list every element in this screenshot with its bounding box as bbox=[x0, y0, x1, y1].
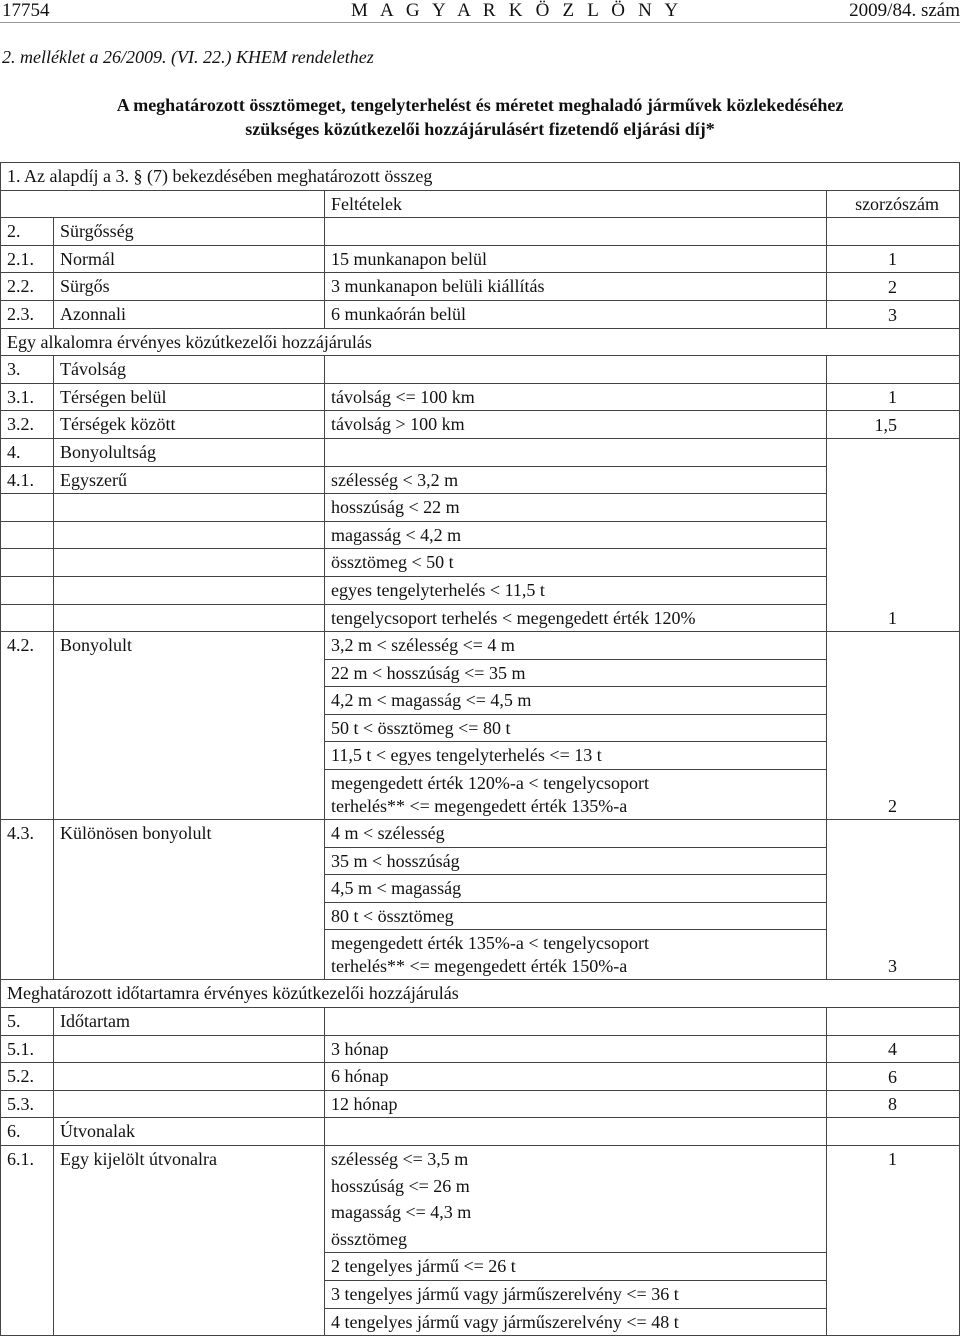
table-cell bbox=[827, 1226, 960, 1253]
document-title-line-1: A meghatározott össztömeget, tengelyterhelést és méretet meghaladó járművek közlekedéséhez bbox=[116, 95, 844, 115]
row-label: Útvonalak bbox=[54, 1118, 325, 1146]
row-number: 4.2. bbox=[1, 632, 54, 660]
row-condition: 2 tengelyes jármű <= 26 t bbox=[325, 1253, 827, 1281]
table-cell bbox=[1, 1199, 54, 1226]
row-condition bbox=[325, 770, 827, 820]
table-row bbox=[1, 742, 960, 770]
table-row bbox=[1, 1146, 960, 1173]
table-cell bbox=[827, 521, 960, 549]
table-cell bbox=[1, 847, 54, 875]
section-heading: Egy alkalomra érvényes közútkezelői hozzájárulás bbox=[1, 328, 960, 356]
table-cell bbox=[325, 438, 827, 466]
table-row bbox=[1, 466, 960, 494]
document-title-line-2: szükséges közútkezelői hozzájárulásért fizetendő eljárási díj* bbox=[245, 119, 715, 139]
journal-title: M A G Y A R K Ö Z L Ö N Y bbox=[351, 0, 683, 21]
row-label: Azonnali bbox=[54, 300, 325, 328]
table-row bbox=[1, 521, 960, 549]
row-label: Térségek között bbox=[54, 411, 325, 439]
table-cell bbox=[1, 576, 54, 604]
row-number: 3.1. bbox=[1, 383, 54, 411]
table-cell bbox=[1, 190, 325, 218]
table-cell bbox=[827, 1008, 960, 1036]
table-cell bbox=[1, 1308, 54, 1336]
page-header bbox=[0, 0, 960, 23]
table-row bbox=[1, 632, 960, 660]
table-cell bbox=[827, 218, 960, 246]
fee-table bbox=[0, 162, 960, 1336]
table-cell bbox=[827, 1173, 960, 1200]
table-row bbox=[1, 820, 960, 848]
table-row bbox=[1, 245, 960, 273]
row-multiplier: 1 bbox=[827, 1146, 960, 1173]
row-number: 6.1. bbox=[1, 1146, 54, 1173]
table-row bbox=[1, 1280, 960, 1308]
annex-reference: 2. melléklet a 26/2009. (VI. 22.) KHEM rendelethez bbox=[2, 47, 374, 67]
table-cell bbox=[1, 714, 54, 742]
row-condition: hosszúság < 22 m bbox=[325, 494, 827, 522]
table-cell bbox=[54, 494, 325, 522]
table-cell bbox=[1, 604, 54, 632]
row-condition: 80 t < össztömeg bbox=[325, 902, 827, 930]
table-cell bbox=[54, 1253, 325, 1281]
row-condition: 3 hónap bbox=[325, 1035, 827, 1063]
table-cell bbox=[54, 1308, 325, 1336]
table-row bbox=[1, 875, 960, 903]
table-cell bbox=[827, 632, 960, 660]
table-cell bbox=[827, 356, 960, 384]
table-row bbox=[1, 659, 960, 687]
row-number: 2.3. bbox=[1, 300, 54, 328]
table-cell bbox=[827, 494, 960, 522]
table-cell bbox=[54, 576, 325, 604]
row-number: 5. bbox=[1, 1008, 54, 1036]
table-cell bbox=[54, 687, 325, 715]
table-cell bbox=[1, 902, 54, 930]
row-condition: 4 m < szélesség bbox=[325, 820, 827, 848]
row-condition: 35 m < hosszúság bbox=[325, 847, 827, 875]
row-label: Időtartam bbox=[54, 1008, 325, 1036]
table-cell bbox=[1, 687, 54, 715]
row-number: 5.1. bbox=[1, 1035, 54, 1063]
table-row bbox=[1, 1253, 960, 1281]
table-cell bbox=[54, 1035, 325, 1063]
table-cell bbox=[54, 847, 325, 875]
table-cell bbox=[54, 1090, 325, 1118]
table-row bbox=[1, 273, 960, 301]
row-multiplier: 1 bbox=[827, 245, 960, 273]
row-label: Egyszerű bbox=[54, 466, 325, 494]
section-heading: Meghatározott időtartamra érvényes közútkezelői hozzájárulás bbox=[1, 980, 960, 1008]
table-row bbox=[1, 190, 960, 218]
row-condition: szélesség < 3,2 m bbox=[325, 466, 827, 494]
table-cell bbox=[827, 742, 960, 770]
condition-line: megengedett érték 135%-a < tengelycsoport bbox=[331, 933, 650, 954]
row-number: 3. bbox=[1, 356, 54, 384]
row-condition: 4,5 m < magasság bbox=[325, 875, 827, 903]
table-cell bbox=[827, 847, 960, 875]
row-multiplier: 8 bbox=[827, 1090, 960, 1118]
table-cell bbox=[827, 820, 960, 848]
row-number: 4.1. bbox=[1, 466, 54, 494]
row-label: Különösen bonyolult bbox=[54, 820, 325, 848]
table-row bbox=[1, 411, 960, 439]
row-number: 4.3. bbox=[1, 820, 54, 848]
row-label: Térségen belül bbox=[54, 383, 325, 411]
row-condition: 6 hónap bbox=[325, 1063, 827, 1091]
table-cell bbox=[827, 1280, 960, 1308]
row-condition: 11,5 t < egyes tengelyterhelés <= 13 t bbox=[325, 742, 827, 770]
row-label: Egy kijelölt útvonalra bbox=[54, 1146, 325, 1173]
table-cell bbox=[325, 1008, 827, 1036]
issue-number: 2009/84. szám bbox=[849, 0, 960, 21]
table-row bbox=[1, 1173, 960, 1200]
table-row bbox=[1, 770, 960, 820]
table-cell bbox=[1, 659, 54, 687]
row-condition: magasság < 4,2 m bbox=[325, 521, 827, 549]
table-row bbox=[1, 576, 960, 604]
table-cell bbox=[827, 875, 960, 903]
table-cell bbox=[1, 1280, 54, 1308]
row-number: 2.2. bbox=[1, 273, 54, 301]
table-cell bbox=[827, 549, 960, 577]
row-condition bbox=[325, 930, 827, 980]
table-cell bbox=[54, 742, 325, 770]
table-cell bbox=[827, 438, 960, 466]
table-cell bbox=[54, 659, 325, 687]
table-cell bbox=[54, 930, 325, 980]
table-cell bbox=[1, 742, 54, 770]
row-condition: 50 t < össztömeg <= 80 t bbox=[325, 714, 827, 742]
table-row bbox=[1, 1226, 960, 1253]
row-number: 5.3. bbox=[1, 1090, 54, 1118]
row-number: 5.2. bbox=[1, 1063, 54, 1091]
row-condition: magasság <= 4,3 m bbox=[325, 1199, 827, 1226]
table-row bbox=[1, 163, 960, 191]
row-multiplier: 2 bbox=[827, 770, 960, 820]
table-row bbox=[1, 1008, 960, 1036]
row-number: 2. bbox=[1, 218, 54, 246]
row-condition: egyes tengelyterhelés < 11,5 t bbox=[325, 576, 827, 604]
table-row bbox=[1, 1035, 960, 1063]
table-row bbox=[1, 1090, 960, 1118]
table-row bbox=[1, 687, 960, 715]
table-row bbox=[1, 438, 960, 466]
row-condition: távolság > 100 km bbox=[325, 411, 827, 439]
base-fee-row: 1. Az alapdíj a 3. § (7) bekezdésében meghatározott összeg bbox=[1, 163, 960, 191]
row-condition: tengelycsoport terhelés < megengedett érték 120% bbox=[325, 604, 827, 632]
row-number: 3.2. bbox=[1, 411, 54, 439]
table-row bbox=[1, 1308, 960, 1336]
row-condition: 6 munkaórán belül bbox=[325, 300, 827, 328]
row-multiplier: 1,5 bbox=[827, 411, 960, 439]
multiplier-header: szorzószám bbox=[827, 190, 960, 218]
table-cell bbox=[1, 875, 54, 903]
table-cell bbox=[54, 875, 325, 903]
table-cell bbox=[54, 1063, 325, 1091]
row-multiplier: 2 bbox=[827, 273, 960, 301]
table-cell bbox=[1, 494, 54, 522]
table-row bbox=[1, 328, 960, 356]
row-condition: távolság <= 100 km bbox=[325, 383, 827, 411]
table-cell bbox=[827, 576, 960, 604]
table-cell bbox=[1, 1253, 54, 1281]
row-condition: 15 munkanapon belül bbox=[325, 245, 827, 273]
row-label: Sürgősség bbox=[54, 218, 325, 246]
table-cell bbox=[827, 902, 960, 930]
table-cell bbox=[54, 521, 325, 549]
row-condition: össztömeg < 50 t bbox=[325, 549, 827, 577]
table-cell bbox=[827, 1253, 960, 1281]
row-condition: 3,2 m < szélesség <= 4 m bbox=[325, 632, 827, 660]
row-label: Normál bbox=[54, 245, 325, 273]
row-condition: 3 munkanapon belüli kiállítás bbox=[325, 273, 827, 301]
conditions-header: Feltételek bbox=[325, 190, 827, 218]
table-cell bbox=[827, 687, 960, 715]
table-cell bbox=[827, 714, 960, 742]
row-number: 2.1. bbox=[1, 245, 54, 273]
row-multiplier: 1 bbox=[827, 383, 960, 411]
table-cell bbox=[54, 1226, 325, 1253]
table-cell bbox=[54, 770, 325, 820]
row-label: Sürgős bbox=[54, 273, 325, 301]
table-cell bbox=[325, 1118, 827, 1146]
table-cell bbox=[54, 1199, 325, 1226]
row-condition: 12 hónap bbox=[325, 1090, 827, 1118]
table-cell bbox=[54, 549, 325, 577]
row-condition: össztömeg bbox=[325, 1226, 827, 1253]
row-multiplier: 4 bbox=[827, 1035, 960, 1063]
row-multiplier: 6 bbox=[827, 1063, 960, 1091]
table-cell bbox=[325, 218, 827, 246]
table-cell bbox=[54, 1173, 325, 1200]
table-row bbox=[1, 494, 960, 522]
table-row bbox=[1, 1118, 960, 1146]
row-condition: szélesség <= 3,5 m bbox=[325, 1146, 827, 1173]
table-cell bbox=[1, 930, 54, 980]
table-cell bbox=[827, 659, 960, 687]
row-condition: hosszúság <= 26 m bbox=[325, 1173, 827, 1200]
table-row bbox=[1, 902, 960, 930]
table-row bbox=[1, 218, 960, 246]
page-number: 17754 bbox=[2, 0, 50, 21]
row-label: Távolság bbox=[54, 356, 325, 384]
table-row bbox=[1, 356, 960, 384]
table-cell bbox=[54, 902, 325, 930]
row-number: 6. bbox=[1, 1118, 54, 1146]
row-label: Bonyolultság bbox=[54, 438, 325, 466]
row-number: 4. bbox=[1, 438, 54, 466]
table-cell bbox=[827, 1199, 960, 1226]
table-row bbox=[1, 714, 960, 742]
row-condition: 22 m < hosszúság <= 35 m bbox=[325, 659, 827, 687]
table-cell bbox=[827, 466, 960, 494]
table-row bbox=[1, 1063, 960, 1091]
row-multiplier: 3 bbox=[827, 300, 960, 328]
row-multiplier: 1 bbox=[827, 604, 960, 632]
table-cell bbox=[1, 549, 54, 577]
condition-line: megengedett érték 120%-a < tengelycsoport bbox=[331, 773, 650, 794]
table-row bbox=[1, 847, 960, 875]
row-label: Bonyolult bbox=[54, 632, 325, 660]
table-cell bbox=[325, 356, 827, 384]
table-row bbox=[1, 1199, 960, 1226]
table-row bbox=[1, 549, 960, 577]
table-cell bbox=[1, 1173, 54, 1200]
table-row bbox=[1, 930, 960, 980]
table-row bbox=[1, 383, 960, 411]
condition-line: terhelés** <= megengedett érték 150%-a bbox=[331, 956, 628, 977]
table-cell bbox=[827, 1308, 960, 1336]
row-multiplier: 3 bbox=[827, 930, 960, 980]
row-condition: 4 tengelyes jármű vagy járműszerelvény <= 48 t bbox=[325, 1308, 827, 1336]
table-cell bbox=[54, 1280, 325, 1308]
row-condition: 4,2 m < magasság <= 4,5 m bbox=[325, 687, 827, 715]
document-title bbox=[0, 93, 960, 141]
table-cell bbox=[54, 714, 325, 742]
table-cell bbox=[54, 604, 325, 632]
table-cell bbox=[827, 1118, 960, 1146]
table-row bbox=[1, 300, 960, 328]
condition-line: terhelés** <= megengedett érték 135%-a bbox=[331, 796, 628, 817]
table-cell bbox=[1, 1226, 54, 1253]
table-cell bbox=[1, 521, 54, 549]
table-cell bbox=[1, 770, 54, 820]
row-condition: 3 tengelyes jármű vagy járműszerelvény <= 36 t bbox=[325, 1280, 827, 1308]
table-row bbox=[1, 604, 960, 632]
table-row bbox=[1, 980, 960, 1008]
